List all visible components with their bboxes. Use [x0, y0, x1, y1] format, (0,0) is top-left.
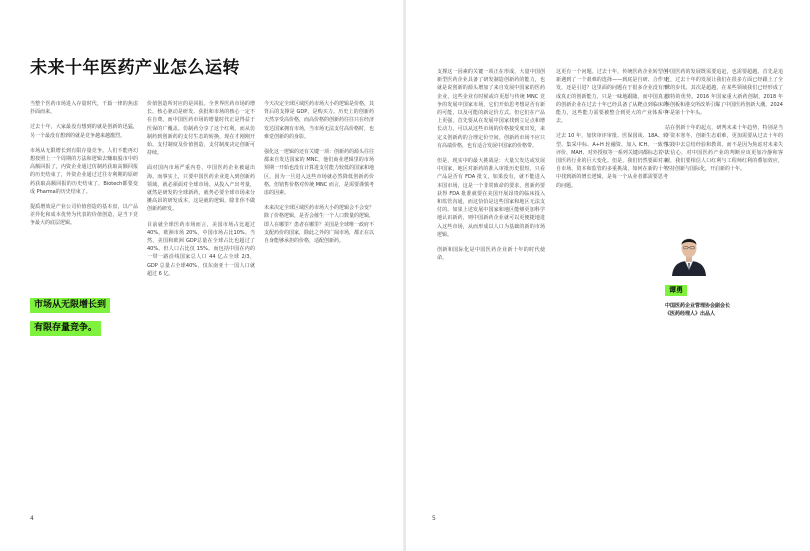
affiliation-line: 《医药经理人》出品人: [665, 311, 716, 317]
author-portrait: [668, 228, 710, 276]
paragraph: 价值创造所对应的是回报。全世界医药市场的增长，核心驱动是研发、获批和市场的核心一定不在自费。而中国医药市场的增量时代正是得益于医保的广覆盖。仿制药分享了这个红利。而从仿制药到创新药的支付生态的转换，现在才刚刚开始。支付制度及价值创造，支付制度决定创新可持续。: [147, 101, 255, 157]
page-title: 未来十年医药产业怎么运转: [30, 58, 240, 78]
paragraph: 创新和国际化是中国医药企业新十年的时代使命。: [437, 247, 545, 262]
paragraph: 当整个医药市场进入存量时代，千篇一律的焦虑扑面而来。: [30, 101, 138, 116]
left-page: [0, 0, 404, 551]
paragraph: 面对国内市场严重内卷，中国医药企业被逼出海。而事实上，只要中国医药企业进入到创新药领域，就必须面对全球市场。从投入产出考量，就然是研发的全球新药，就势必要全球市场来分摊高昂的研发成本。这是就的逻辑，除非你不做创新药研发。: [147, 165, 255, 213]
right-column-1: [437, 68, 545, 298]
paragraph: 提质增效是产业公司价值创造的基本盘，以产品差异化和成本优势为代表的价值创造，是当下竞争最大的底层逻辑。: [30, 204, 138, 227]
pull-quote-line: 市场从无限增长到: [30, 298, 110, 313]
paragraph: 支撑这一因素的关键一项正在形成，大量中国创新型医药企业具备了研发制造创新药的能力，也就是说创新的源头增加了来自发展中国家的医药企业，这些企业有时候或许更愿与传统 MNC 竞争的发展中国家市场，它们开始思考想是否有新的可能，以及可能的新定价方式。但它们在产品上更强，首先要从在发展中国家找到立足点和增长动力，可以从这些市场的价格接受度出发，来定义创新药的合理定价空间。创新药市场不应只有高端价格，也有适合发展中国家的价格带。: [437, 69, 545, 149]
left-column-2: [147, 100, 255, 340]
author-affiliation: [665, 302, 730, 318]
paragraph: 目前就全球医药市场而言，美国市场占比超过 40%，欧洲市场 20%，中国市场占比10%。当然，美国和欧洲 GDP总量在全球占比也超过了 40%。但人口占比仅 15%。而包括中国在内的一带一路沿线国家总人口 44 亿占全球 2/3，GDP 总量占全球40%，仅东南亚十一国人口就超过 6 亿。: [147, 221, 255, 277]
paragraph: 中国医药的发展既需要追赶，也需要超越。首先是追赶，过去十年的发展让我们在很多方面已经跟上了全球的步伐。其次是超越，在某些领域我们已经形成了独特的优势。2016 年国家重大新药创制，2018 年科创板和港交所改革引爆了中国医药创新大潮。2024 年是第十个年头。: [665, 69, 783, 117]
page-number: 5: [432, 515, 436, 522]
pull-quote: [30, 292, 140, 338]
paragraph: 市场从无限增长到有限存量竞争。人们不能再幻想按照上一个周期的方法和逻辑去赚取股市中的高额回报了，内资企业通过仿制药获取高额回报的历史结束了，外资企业通过过往专利期的原研药获取高额回报的历史结束了，Biotech都要变成 Pharma的历史结束了。: [30, 147, 138, 195]
paragraph: 今天决定全球区域医药市场大小的逻辑是价格，其背后的支撑是 GDP，是购买力。历史上的创新药天然享受高价格，而高价格的创新药往往只在经济发达国家拥有市场，当市场无法支付高价格时，也难觉创新的的身影。: [264, 101, 374, 140]
left-column-1: [30, 100, 138, 300]
page-number: 4: [30, 515, 34, 522]
affiliation-line: 中国医药企业管理协会副会长: [665, 303, 731, 309]
paragraph: 站在创新十年的起点，研判未来十年趋势，特别是当下资本寒冬，创新生态艰难，更加需要从过去十年的实践中去总结经验和教训。而不是因为焦虑对未来失去信心，对中国医药产业的判断应该更加冷静和客观，我们要相信人口红利与工程师红利的叠加效应，坚持创新与国际化，开启新的十年。: [665, 125, 783, 173]
pull-quote-line: 有限存量竞争。: [30, 321, 101, 336]
left-column-3: [264, 100, 374, 400]
right-column-2: [556, 68, 668, 278]
right-column-3: [665, 68, 783, 218]
paragraph: 但是，现实中的最大挑战是：大量欠发达或发展中国家，地区对新药的准入审批历史很短，只看产品是否有 FDA 批文，如果没有，就不能进入本国市场，这是一个非常致命的要求，创新药要获得 FDA 批准就要在美国开展昂贵的临床投入和监管沟通，而这恰恰是这些国家和地区无法支付的。如果上述发展中国家和地区能够更加科学地认识新药，则中国新药企业就可以更便捷地进入这些市场，从而形成以人口为基础的新的市场逻辑。: [437, 158, 545, 238]
paragraph: 过去十年，大家最没有想到的就是创新的迅猛，另一个最没有想到的就是竞争越来越激烈。: [30, 124, 138, 139]
paragraph: 这更有一个问题。过去十年，传统医药企业转型创新遇到了一个艰难的选择——到底是自研、合作开发，还是引进？这里面的问题在于很多企业没有形成真正的创新能力，只是一味地跟随。而中国真正的创新企业在过去十年已经具备了从靶点到临床的能力，这些能力需要被整合到更大的产业体系中去。: [556, 69, 668, 125]
paragraph: 强化这一逻辑的还有关键一项：创新药的源头往往都来自发达国家的 MNC，他们商业逻辑里的市场预期一开始也没有计算进支付能力较低的国家和地区。因为一旦进入这些市场就必然降低创新药价格。但销售价格对传统 MNC 而言，是需要谨慎考虑的因素。: [264, 149, 374, 197]
paragraph: 未来决定全球区域医药市场大小的逻辑会不会变？除了价格逻辑，是否会催生一个人口数量的逻辑，即人在哪里？患者在哪里？美国是全球唯一政府不支配药价的国家，除此之外的广阔市场，都正在以自身能够承担的价格，适配创新药。: [264, 205, 374, 245]
paragraph: 过去 10 年，加快审评审批、医保国谈、18A、转型、集采中标、A+H 轮融资、加入 ICH、一致性评价、MAH、对外授权等一系列关键词都标志着中国医药行业的巨大变化。但是，我们仍然要面对来自市场、资本和监管的多重挑战，如何在新的十年中找到新的增长逻辑，是每一个从业者都需要思考的问题。: [556, 133, 668, 189]
right-page: [406, 0, 810, 551]
author-name: 谭勇: [665, 285, 687, 296]
